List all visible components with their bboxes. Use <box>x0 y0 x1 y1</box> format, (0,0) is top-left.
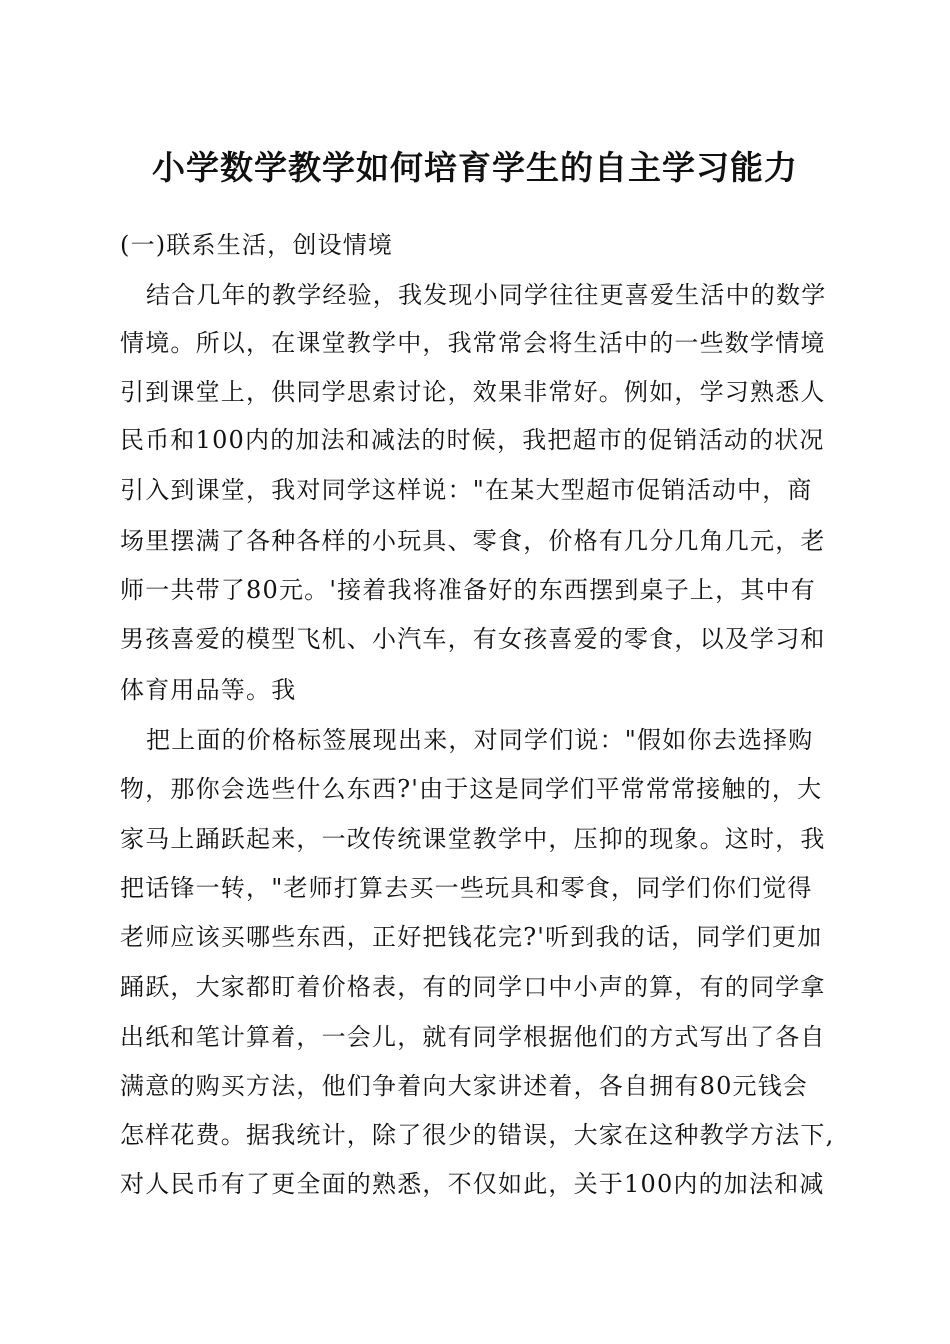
paragraph-line: 踊跃，大家都盯着价格表，有的同学口中小声的算，有的同学拿 <box>120 973 826 1001</box>
paragraph-line: 引入到课堂，我对同学这样说："在某大型超市促销活动中，商 <box>120 476 813 504</box>
paragraph-line: 出纸和笔计算着，一会儿，就有同学根据他们的方式写出了各自 <box>120 1023 826 1051</box>
paragraph-line: 引到课堂上，供同学思索讨论，效果非常好。例如，学习熟悉人 <box>120 378 826 406</box>
paragraph-line: 场里摆满了各种各样的小玩具、零食，价格有几分几角几元，老 <box>120 527 826 555</box>
paragraph-line: 男孩喜爱的模型飞机、小汽车，有女孩喜爱的零食，以及学习和 <box>120 625 826 653</box>
paragraph-line: 结合几年的教学经验，我发现小同学往往更喜爱生活中的数学 <box>146 281 827 309</box>
paragraph-line: 怎样花费。据我统计，除了很少的错误，大家在这种教学方法下, <box>120 1121 835 1149</box>
paragraph-line: 体育用品等。我 <box>120 676 297 704</box>
paragraph-line: 民币和100内的加法和减法的时候，我把超市的促销活动的状况 <box>120 426 825 454</box>
paragraph-line: 家马上踊跃起来，一改传统课堂教学中，压抑的现象。这时，我 <box>120 825 826 853</box>
document-title: 小学数学教学如何培育学生的自主学习能力 <box>152 148 798 187</box>
paragraph-line: 老师应该买哪些东西，正好把钱花完?'听到我的话，同学们更加 <box>120 923 823 951</box>
paragraph-line: 把话锋一转，"老师打算去买一些玩具和零食，同学们你们觉得 <box>120 874 813 902</box>
section-heading: (一)联系生活，创设情境 <box>120 231 394 259</box>
paragraph-line: 对人民币有了更全面的熟悉，不仅如此，关于100内的加法和减 <box>120 1170 825 1198</box>
paragraph-line: 师一共带了80元。'接着我将准备好的东西摆到桌子上，其中有 <box>120 576 816 604</box>
paragraph-line: 物，那你会选些什么东西?'由于这是同学们平常常常接触的，大 <box>120 775 823 803</box>
paragraph-line: 满意的购买方法，他们争着向大家讲述着，各自拥有80元钱会 <box>120 1072 809 1100</box>
paragraph-line: 情境。所以，在课堂教学中，我常常会将生活中的一些数学情境 <box>120 329 826 357</box>
paragraph-line: 把上面的价格标签展现出来，对同学们说："假如你去选择购 <box>146 726 814 754</box>
